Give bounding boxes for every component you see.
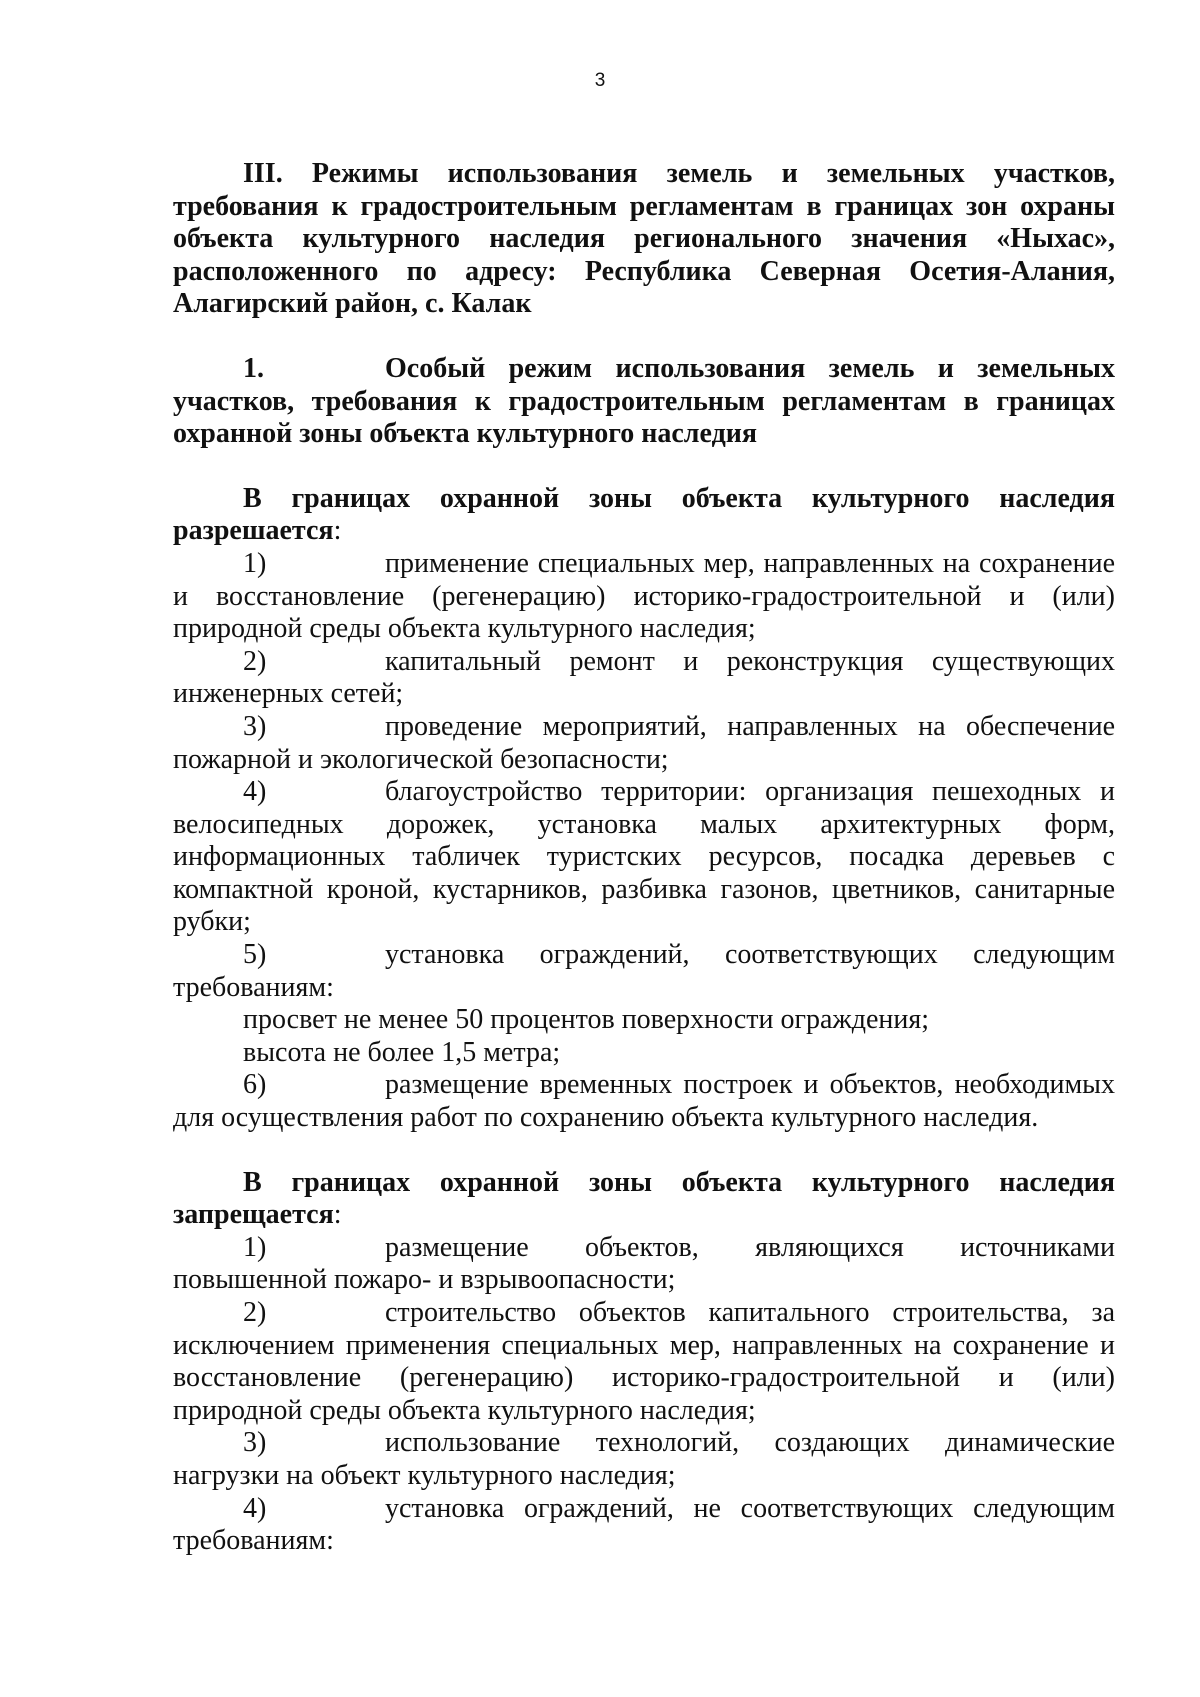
- fence-requirement: высота не более 1,5 метра;: [243, 1036, 561, 1068]
- list-number: 3): [243, 710, 267, 742]
- prohibited-item: [173, 1493, 1115, 1558]
- prohibited-lead-colon: :: [333, 1199, 342, 1231]
- list-number: 5): [243, 939, 267, 971]
- prohibited-lead-bold: В границах охранной зоны объекта культурного наследия запрещается: [173, 1166, 1115, 1231]
- spacer: [173, 321, 1115, 353]
- spacer: [173, 1135, 1115, 1167]
- allowed-lead-bold: В границах охранной зоны объекта культурного наследия разрешается: [173, 482, 1115, 547]
- allowed-item: [173, 711, 1115, 776]
- list-item-text: применение специальных мер, направленных на сохранение и восстановление (регенерацию) историко-градостроительной и (или) природной среды объекта культурного наследия;: [173, 547, 1115, 645]
- page-number: 3: [594, 70, 606, 91]
- list-item-text: размещение временных построек и объектов, необходимых для осуществления работ по сохранению объекта культурного наследия.: [173, 1069, 1115, 1134]
- list-item-text: капитальный ремонт и реконструкция существующих инженерных сетей;: [173, 645, 1115, 710]
- section-title: III. Режимы использования земель и земельных участков, требования к градостроительным регламентам в границах зон охраны объекта культурного наследия регионального значения «Ныхас», расположенного по адресу: Республика Северная Осетия-Алания, Алагирский район, с. Калак: [173, 158, 1115, 320]
- allowed-lead-colon: :: [333, 515, 342, 547]
- list-item-text: установка ограждений, не соответствующих следующим требованиям:: [173, 1492, 1115, 1557]
- prohibited-item: [173, 1232, 1115, 1297]
- list-item-text: строительство объектов капитального строительства, за исключением применения специальных мер, направленных на сохранение и восстановление (регенерацию) историко-градостроительной и (или) природной среды объекта культурного наследия;: [173, 1297, 1115, 1426]
- fence-requirement: просвет не менее 50 процентов поверхности ограждения;: [243, 1004, 930, 1036]
- allowed-item: [173, 646, 1115, 711]
- list-number: 3): [243, 1427, 267, 1459]
- prohibited-item: [173, 1297, 1115, 1427]
- spacer: [173, 451, 1115, 483]
- list-item-text: установка ограждений, соответствующих следующим требованиям:: [173, 939, 1115, 1003]
- list-number: 1): [243, 1231, 267, 1263]
- subsection-heading: [173, 353, 1115, 451]
- list-number: 6): [243, 1069, 267, 1101]
- allowed-item: [173, 776, 1115, 939]
- allowed-item: [173, 1069, 1115, 1134]
- list-item-text: использование технологий, создающих динамические нагрузки на объект культурного наследия;: [173, 1427, 1115, 1491]
- subsection-title: Особый режим использования земель и земельных участков, требования к градостроительным регламентам в границах охранной зоны объекта культурного наследия: [173, 352, 1115, 450]
- list-number: 4): [243, 1492, 267, 1524]
- list-number: 2): [243, 645, 267, 677]
- subsection-number: 1.: [243, 352, 264, 384]
- prohibited-lead: [173, 1167, 1115, 1232]
- list-number: 1): [243, 547, 267, 579]
- allowed-lead: [173, 483, 1115, 548]
- list-item-text: благоустройство территории: организация пешеходных и велосипедных дорожек, установка малых архитектурных форм, информационных табличек туристских ресурсов, посадка деревьев с компактной кроной, кустарников, разбивка газонов, цветников, санитарные рубки;: [173, 776, 1115, 938]
- list-number: 2): [243, 1297, 267, 1328]
- list-item-text: проведение мероприятий, направленных на обеспечение пожарной и экологической безопасности;: [173, 710, 1115, 775]
- allowed-item: [173, 548, 1115, 646]
- prohibited-item: [173, 1427, 1115, 1492]
- list-number: 4): [243, 776, 267, 808]
- list-item-text: размещение объектов, являющихся источниками повышенной пожаро- и взрывоопасности;: [173, 1231, 1115, 1296]
- document-body: [173, 158, 1115, 1558]
- allowed-item: [173, 939, 1115, 1004]
